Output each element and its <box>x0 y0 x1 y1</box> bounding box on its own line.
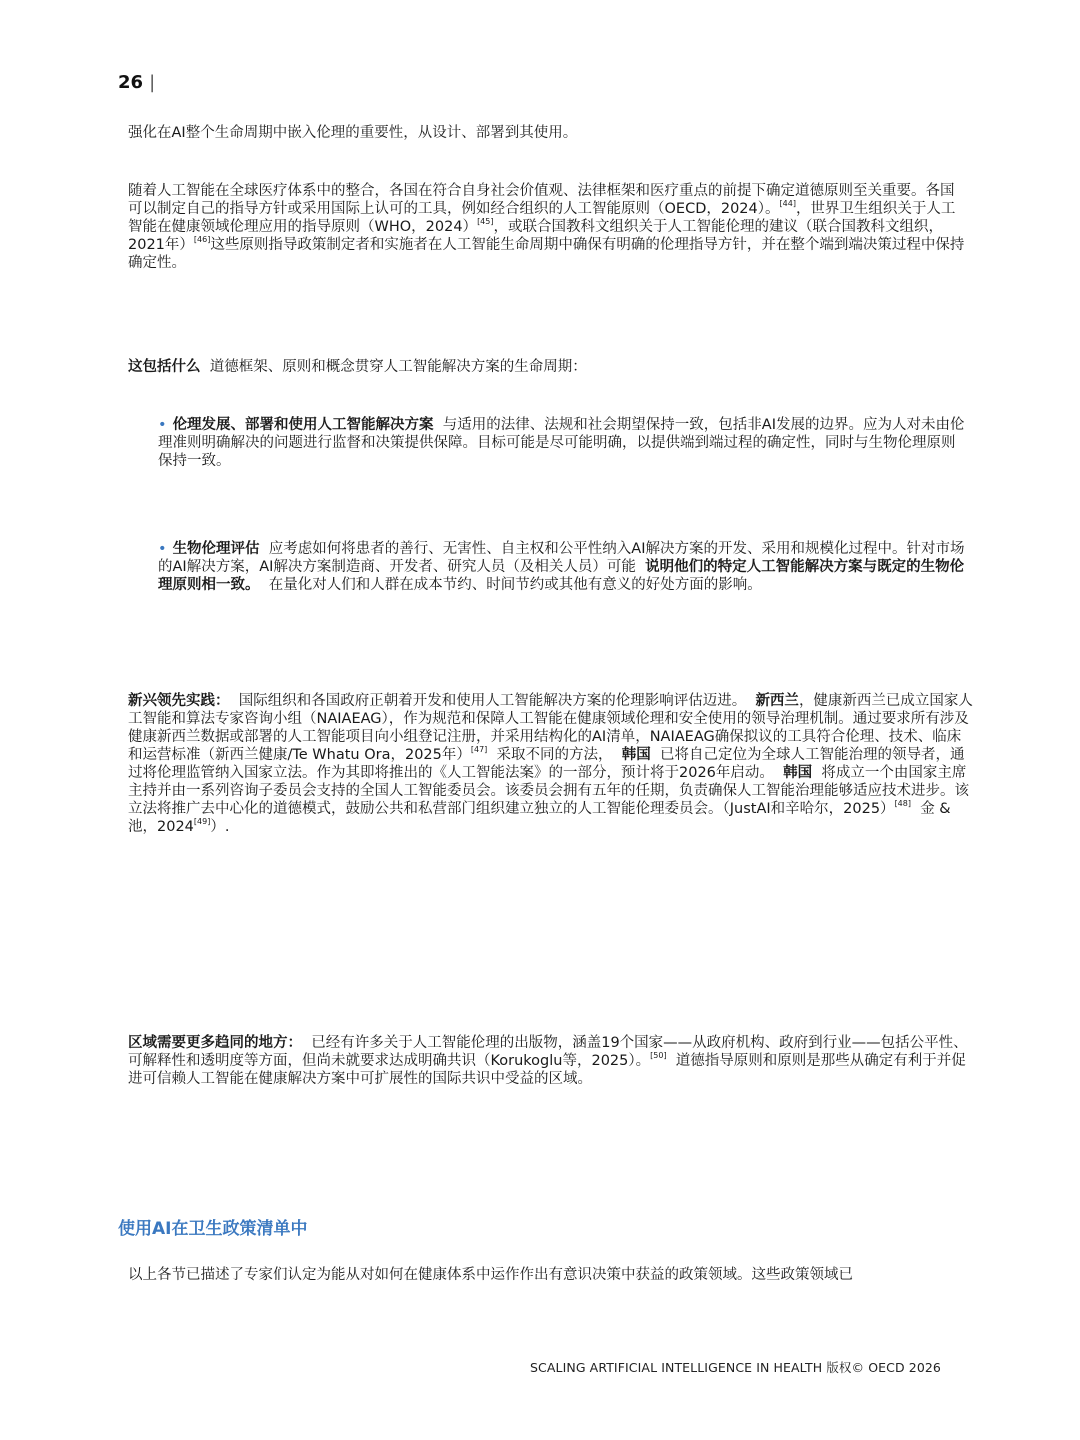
citation-45[interactable]: [45] <box>477 217 494 226</box>
bullet-marker: • <box>158 541 167 557</box>
citation-48[interactable]: [48] <box>894 799 911 808</box>
convergence-areas-paragraph: 区域需要更多趋同的地方： 已经有许多关于人工智能伦理的出版物，涵盖19个国家——从政府机构、政府到行业——包括公平性、可解释性和透明度等方面，但尚未就要求达成明确共识（Korukoglu等，2025）。[50] 道德指导原则和原则是那些从确定有利于并促进可信赖人工智能在健康解决方案中可扩展性的国际共识中受益的区域。 <box>128 1035 968 1087</box>
citation-46[interactable]: [46] <box>193 235 211 244</box>
page-footer: SCALING ARTIFICIAL INTELLIGENCE IN HEALTH 版权© OECD 2026 <box>530 1360 941 1375</box>
bullet-bioethics-assessment: • 生物伦理评估 应考虑如何将患者的善行、无害性、自主权和公平性纳入AI解决方案的开发、采用和规模化过程中。针对市场的AI解决方案，AI解决方案制造商、开发者、研究人员（及相关人员）可能 说明他们的特定人工智能解决方案与既定的生物伦理原则相一致。 在量化对人们和人群在成本节约、时间节约或其他有意义的好处方面的影响。 <box>158 541 965 593</box>
page-number-separator: | <box>149 72 156 93</box>
citation-44[interactable]: [44] <box>779 199 796 208</box>
section-heading: 使用AI在卫生政策清单中 <box>118 1219 308 1239</box>
section-intro-paragraph: 以上各节已描述了专家们认定为能从对如何在健康体系中运作作出有意识决策中获益的政策领域。这些政策领域已 <box>128 1267 853 1283</box>
intro-paragraph: 强化在AI整个生命周期中嵌入伦理的重要性，从设计、部署到其使用。 <box>128 125 578 141</box>
emerging-practices-paragraph: 新兴领先实践： 国际组织和各国政府正朝着开发和使用人工智能解决方案的伦理影响评估迈进。 新西兰，健康新西兰已成立国家人工智能和算法专家咨询小组（NAIAEAG），作为规范和保障人工智能在健康领域伦理和安全使用的领导治理机制。通过要求所有涉及健康新西兰数据或部署的人工智能项目向小组登记注册，并采用结构化的AI清单，NAIAEAG确保拟议的工具符合伦理、技术、临床和运营标准（新西兰健康/Te Whatu Ora，2025年）[47] 采取不同的方法， 韩国 已将自己定位为全球人工智能治理的领导者，通过将伦理监管纳入国家立法。作为其即将推出的《人工智能法案》的一部分，预计将于2026年启动。 韩国 将成立一个由国家主席主持并由一系列咨询子委员会支持的全国人工智能委员会。该委员会拥有五年的任期，负责确保人工智能治理能够适应技术进步。该立法将推广去中心化的道德模式，鼓励公共和私营部门组织建立独立的人工智能伦理委员会。（JustAI和辛哈尔，2025）[48] 金 & 池，2024[49]）. <box>128 693 973 835</box>
citation-49[interactable]: [49] <box>193 817 211 826</box>
citation-47[interactable]: [47] <box>470 745 488 754</box>
ethics-principles-paragraph: 随着人工智能在全球医疗体系中的整合，各国在符合自身社会价值观、法律框架和医疗重点的前提下确定道德原则至关重要。各国可以制定自己的指导方针或采用国际上认可的工具，例如经合组织的人工智能原则（OECD，2024）。[44]，世界卫生组织关于人工智能在健康领域伦理应用的指导原则（WHO，2024）[45]，或联合国教科文组织关于人工智能伦理的建议（联合国教科文组织，2021年）[46]这些原则指导政策制定者和实施者在人工智能生命周期中确保有明确的伦理指导方针，并在整个端到端决策过程中保持确定性。 <box>128 183 965 271</box>
bullet-marker: • <box>158 417 167 433</box>
page-number: 26 | <box>118 72 156 93</box>
citation-50[interactable]: [50] <box>650 1051 667 1060</box>
bullet-ethical-development: • 伦理发展、部署和使用人工智能解决方案 与适用的法律、法规和社会期望保持一致，包括非AI发展的边界。应为人对未由伦理准则明确解决的问题进行监督和决策提供保障。目标可能是尽可能明确，以提供端到端过程的确定性，同时与生物伦理原则保持一致。 <box>158 417 965 469</box>
what-it-includes-paragraph: 这包括什么 道德框架、原则和概念贯穿人工智能解决方案的生命周期： <box>128 359 587 375</box>
